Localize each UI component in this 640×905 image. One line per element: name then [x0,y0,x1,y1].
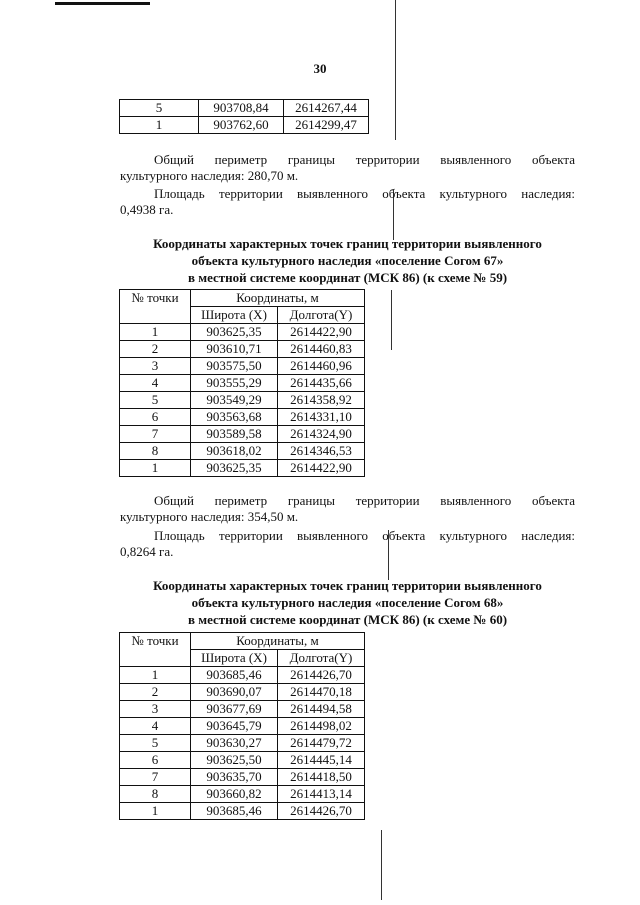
area-paragraph-2 [120,528,575,560]
table-row [120,375,365,392]
table-cell: 6 [120,409,191,426]
table-cell: 903630,27 [191,735,278,752]
heading-line: объекта культурного наследия «поселение Согом 67» [191,253,504,268]
table-cell: 2614346,53 [278,443,365,460]
table-row [120,426,365,443]
table-row [120,684,365,701]
table-row [120,358,365,375]
coordinates-table-so67 [119,289,365,477]
table-cell: 2614413,14 [278,786,365,803]
heading-line: в местной системе координат (МСК 86) (к схеме № 60) [187,612,508,627]
table-cell: 2614498,02 [278,718,365,735]
table-cell: 2614267,44 [284,100,369,117]
table-cell: 903563,68 [191,409,278,426]
table-cell: 7 [120,769,191,786]
table-cell: 903625,50 [191,752,278,769]
heading-line: Координаты характерных точек границ территории выявленного [153,236,542,251]
paragraph-line: Общий периметр границы территории выявленного объекта [154,152,575,167]
table-cell: 903677,69 [191,701,278,718]
page-number: 30 [313,61,327,76]
table-row [120,460,365,477]
table-row [120,392,365,409]
table-cell: 8 [120,443,191,460]
table-cell: 2614426,70 [278,667,365,684]
table-cell: 903625,35 [191,460,278,477]
table-cell: 903708,84 [199,100,284,117]
column-header-lat: Широта (X) [191,650,278,667]
table-cell: 3 [120,358,191,375]
table-cell: 903762,60 [199,117,284,134]
paragraph-line: 0,4938 га. [120,202,174,217]
table-cell: 1 [120,667,191,684]
column-header-point: № точки [120,290,191,324]
table-cell: 2614331,10 [278,409,365,426]
table-row [120,803,365,820]
table-cell: 2614418,50 [278,769,365,786]
table-row [120,735,365,752]
table-cell: 2614470,18 [278,684,365,701]
perimeter-paragraph-1 [120,152,575,184]
coordinates-table-so68 [119,632,365,820]
table-cell: 1 [120,117,199,134]
column-header-lon: Долгота(Y) [278,307,365,324]
table-cell: 7 [120,426,191,443]
table-cell: 903635,70 [191,769,278,786]
table-cell: 903690,07 [191,684,278,701]
table-cell: 903685,46 [191,667,278,684]
top-coordinates-table [119,99,369,134]
column-header-lon: Долгота(Y) [278,650,365,667]
table-row [120,100,369,117]
table-cell: 903685,46 [191,803,278,820]
perimeter-paragraph-2 [120,493,575,525]
area-paragraph-1 [120,186,575,218]
table-cell: 2614460,96 [278,358,365,375]
table-cell: 2614494,58 [278,701,365,718]
paragraph-line: 0,8264 га. [120,544,174,559]
table-row [120,718,365,735]
table-cell: 2 [120,684,191,701]
table-cell: 2614426,70 [278,803,365,820]
table-cell: 6 [120,752,191,769]
paragraph-line: Площадь территории выявленного объекта культурного наследия: [154,528,575,543]
scan-artifact-vertical-line [391,290,392,350]
table-cell: 5 [120,100,199,117]
table-cell: 903625,35 [191,324,278,341]
table-row [120,341,365,358]
table-cell: 2614299,47 [284,117,369,134]
table-header-row [120,290,365,307]
table-cell: 903610,71 [191,341,278,358]
table-cell: 2614324,90 [278,426,365,443]
table-cell: 2614422,90 [278,460,365,477]
table-row [120,117,369,134]
scan-artifact-top-line [55,2,150,5]
table-cell: 2614358,92 [278,392,365,409]
table-row [120,324,365,341]
scan-artifact-vertical-line [381,830,382,900]
table-cell: 1 [120,803,191,820]
column-header-lat: Широта (X) [191,307,278,324]
table-cell: 8 [120,786,191,803]
table-row [120,786,365,803]
table-header-row [120,633,365,650]
table-cell: 903645,79 [191,718,278,735]
table-cell: 4 [120,718,191,735]
table-cell: 903555,29 [191,375,278,392]
table-row [120,769,365,786]
table-cell: 2614435,66 [278,375,365,392]
table-row [120,409,365,426]
column-header-coords: Координаты, м [191,290,365,307]
table-cell: 2 [120,341,191,358]
table-cell: 2614445,14 [278,752,365,769]
table-cell: 903618,02 [191,443,278,460]
heading-line: объекта культурного наследия «поселение Согом 68» [191,595,504,610]
table-cell: 903575,50 [191,358,278,375]
section-heading-so68 [120,577,575,628]
table-row [120,752,365,769]
paragraph-line: культурного наследия: 354,50 м. [120,509,299,524]
table-cell: 3 [120,701,191,718]
table-row [120,701,365,718]
table-row [120,443,365,460]
paragraph-line: культурного наследия: 280,70 м. [120,168,299,183]
heading-line: в местной системе координат (МСК 86) (к схеме № 59) [187,270,508,285]
section-heading-so67 [120,235,575,286]
table-cell: 2614479,72 [278,735,365,752]
table-cell: 2614422,90 [278,324,365,341]
heading-line: Координаты характерных точек границ территории выявленного [153,578,542,593]
paragraph-line: Площадь территории выявленного объекта культурного наследия: [154,186,575,201]
table-cell: 2614460,83 [278,341,365,358]
table-cell: 1 [120,324,191,341]
table-cell: 903549,29 [191,392,278,409]
column-header-point: № точки [120,633,191,667]
table-cell: 903660,82 [191,786,278,803]
table-row [120,667,365,684]
table-cell: 903589,58 [191,426,278,443]
table-cell: 5 [120,392,191,409]
column-header-coords: Координаты, м [191,633,365,650]
paragraph-line: Общий периметр границы территории выявленного объекта [154,493,575,508]
table-cell: 4 [120,375,191,392]
table-cell: 5 [120,735,191,752]
table-cell: 1 [120,460,191,477]
